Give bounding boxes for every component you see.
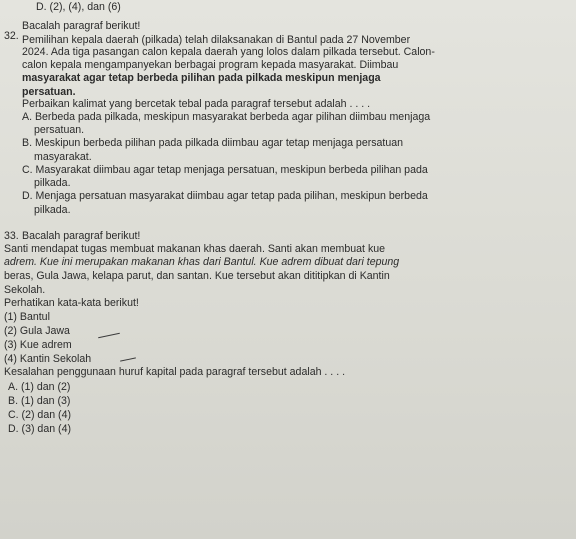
q32-option-a-cont: persatuan. (34, 124, 85, 136)
q32-option-c[interactable]: C. Masyarakat diimbau agar tetap menjaga persatuan, meskipun berbeda pilihan pada (22, 164, 428, 176)
q33-word-item: (4) Kantin Sekolah (4, 353, 92, 365)
q33-option-a[interactable]: A. (1) dan (2) (8, 381, 71, 393)
pen-tick-mark (120, 357, 136, 361)
q32-option-b-cont: masyarakat. (34, 151, 92, 163)
previous-option-d: D. (2), (4), dan (6) (36, 1, 121, 13)
q33-word-item: (2) Gula Jawa (4, 325, 70, 337)
q33-paragraph-line: beras, Gula Jawa, kelapa parut, dan santan. Kue tersebut akan dititipkan di Kantin (4, 270, 390, 282)
q33-word-item: (3) Kue adrem (4, 339, 72, 351)
q32-paragraph-bold-line: persatuan. (22, 86, 76, 98)
pen-tick-mark (98, 333, 120, 339)
q32-option-b[interactable]: B. Meskipun berbeda pilihan pada pilkada diimbau agar tetap menjaga persatuan (22, 137, 404, 149)
q32-question: Perbaikan kalimat yang bercetak tebal pada paragraf tersebut adalah . . . . (22, 98, 371, 110)
q32-option-d-cont: pilkada. (34, 204, 71, 216)
q33-option-c[interactable]: C. (2) dan (4) (8, 409, 71, 421)
q32-paragraph-line: 2024. Ada tiga pasangan calon kepala daerah yang lolos dalam pilkada tersebut. Calon- (22, 46, 435, 58)
q32-paragraph-bold-line: masyarakat agar tetap berbeda pilihan pada pilkada meskipun menjaga (22, 72, 381, 84)
q32-paragraph-line: calon kepala mengampanyekan berbagai program kepada masyarakat. Diimbau (22, 59, 399, 71)
q33-paragraph-line: Sekolah. (4, 284, 46, 296)
q33-paragraph-line: Santi mendapat tugas membuat makanan khas daerah. Santi akan membuat kue (4, 243, 386, 255)
q32-option-d[interactable]: D. Menjaga persatuan masyarakat diimbau agar tetap pada pilihan, meskipun berbeda (22, 190, 428, 202)
q33-number: 33. (4, 230, 19, 242)
q32-instruction: Bacalah paragraf berikut! (22, 20, 141, 32)
q33-option-d[interactable]: D. (3) dan (4) (8, 423, 71, 435)
q33-instruction: Bacalah paragraf berikut! (22, 230, 141, 242)
q32-option-a[interactable]: A. Berbeda pada pilkada, meskipun masyarakat berbeda agar pilihan diimbau menjaga (22, 111, 431, 123)
q33-option-b[interactable]: B. (1) dan (3) (8, 395, 71, 407)
q32-option-c-cont: pilkada. (34, 177, 71, 189)
q33-paragraph-line: adrem. Kue ini merupakan makanan khas dari Bantul. Kue adrem dibuat dari tepung (4, 256, 400, 268)
q32-paragraph-line: Pemilihan kepala daerah (pilkada) telah dilaksanakan di Bantul pada 27 November (22, 34, 411, 46)
q32-number: 32. (4, 30, 19, 42)
q33-words-intro: Perhatikan kata-kata berikut! (4, 297, 139, 309)
q33-question: Kesalahan penggunaan huruf kapital pada paragraf tersebut adalah . . . . (4, 366, 346, 378)
q33-word-item: (1) Bantul (4, 311, 50, 323)
